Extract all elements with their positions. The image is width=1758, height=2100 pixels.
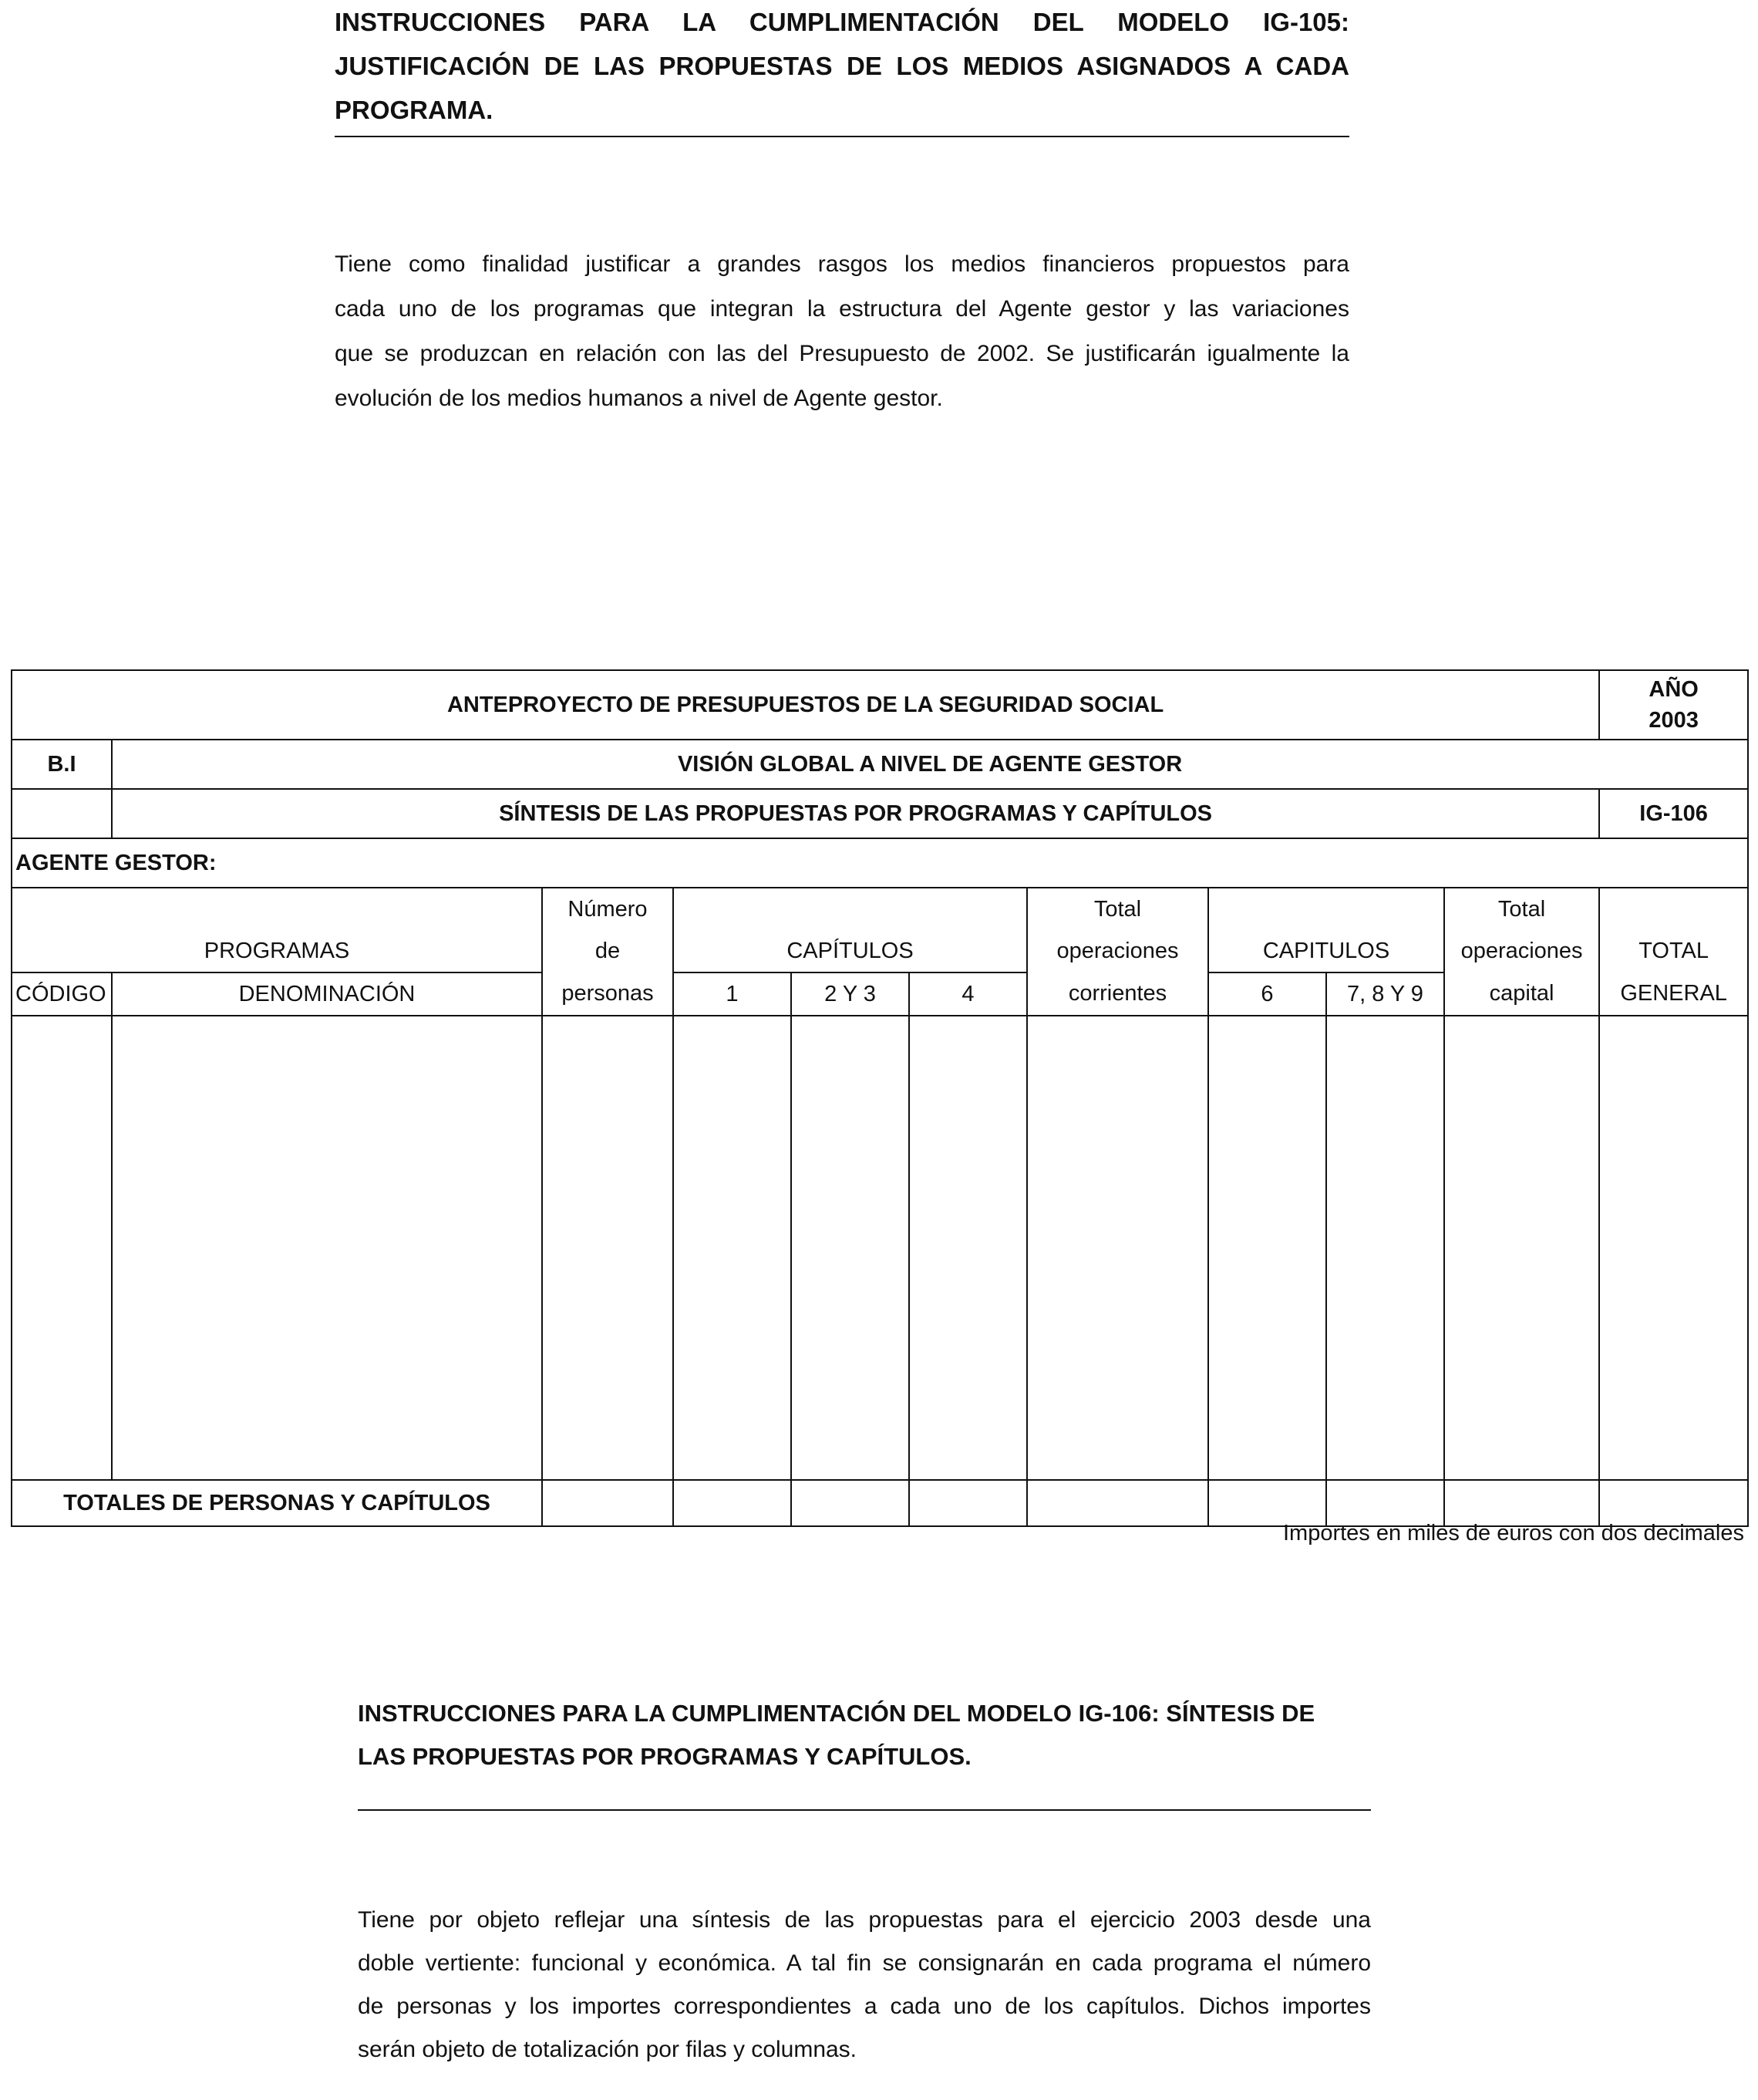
entry-cap-4[interactable] xyxy=(909,1016,1027,1480)
total-cap-1[interactable] xyxy=(673,1480,791,1526)
ig105-paragraph xyxy=(335,242,1349,421)
ig105-heading xyxy=(335,0,1349,132)
ig105-paragraph-line-3: que se produzcan en relación con las del Presupuesto de 2002. Se justificarán igualmente la xyxy=(335,341,1349,366)
ig106-form xyxy=(11,669,1747,1519)
entry-denominacion[interactable] xyxy=(112,1016,542,1480)
header-corrientes: corrientes xyxy=(1027,972,1208,1016)
ig106-heading-rule xyxy=(358,1809,1371,1811)
header-total-general-top xyxy=(1599,888,1748,930)
entry-capital[interactable] xyxy=(1444,1016,1599,1480)
ig105-paragraph-line-4: evolución de los medios humanos a nivel de Agente gestor. xyxy=(335,386,943,411)
header-programas: PROGRAMAS xyxy=(12,930,542,972)
agent-label: AGENTE GESTOR: xyxy=(12,838,1748,888)
form-synthesis: SÍNTESIS DE LAS PROPUESTAS POR PROGRAMAS Y CAPÍTULOS xyxy=(112,789,1599,838)
year-cell xyxy=(1599,670,1748,740)
total-corrientes[interactable] xyxy=(1027,1480,1208,1526)
ig105-heading-rule xyxy=(335,136,1349,137)
total-cap-2y3[interactable] xyxy=(791,1480,909,1526)
total-personas[interactable] xyxy=(542,1480,673,1526)
ig106-paragraph-line-3: de personas y los importes correspondientes a cada uno de los capítulos. Dichos importes xyxy=(358,1994,1371,2019)
header-personas: personas xyxy=(542,972,673,1016)
year-value: 2003 xyxy=(1649,708,1699,733)
entry-cap-2y3[interactable] xyxy=(791,1016,909,1480)
model-code: IG-106 xyxy=(1599,789,1748,838)
ig106-heading-line-1: INSTRUCCIONES PARA LA CUMPLIMENTACIÓN DEL MODELO IG-106: SÍNTESIS DE xyxy=(358,1700,1315,1727)
header-de: de xyxy=(542,930,673,972)
header-total2: Total xyxy=(1444,888,1599,930)
header-cap-2y3: 2 Y 3 xyxy=(791,972,909,1016)
synthesis-blank xyxy=(12,789,112,838)
header-cap-1: 1 xyxy=(673,972,791,1016)
header-capitulos1: CAPÍTULOS xyxy=(673,930,1027,972)
entry-personas[interactable] xyxy=(542,1016,673,1480)
header-numero: Número xyxy=(542,888,673,930)
ig106-paragraph xyxy=(358,1899,1371,2071)
entry-total-general[interactable] xyxy=(1599,1016,1748,1480)
header-operaciones: operaciones xyxy=(1027,930,1208,972)
entry-cap-6[interactable] xyxy=(1208,1016,1326,1480)
ig105-heading-line-1: INSTRUCCIONES PARA LA CUMPLIMENTACIÓN DEL MODELO IG-105: xyxy=(335,8,1349,36)
totals-label: TOTALES DE PERSONAS Y CAPÍTULOS xyxy=(12,1480,542,1526)
ig105-heading-line-3: PROGRAMA. xyxy=(335,96,493,124)
ig106-heading-line-2: LAS PROPUESTAS POR PROGRAMAS Y CAPÍTULOS. xyxy=(358,1743,972,1770)
ig105-paragraph-line-2: cada uno de los programas que integran la estructura del Agente gestor y las variaciones xyxy=(335,296,1349,322)
form-title: ANTEPROYECTO DE PRESUPUESTOS DE LA SEGURIDAD SOCIAL xyxy=(12,670,1599,740)
header-programas-top xyxy=(12,888,542,930)
header-cap-4: 4 xyxy=(909,972,1027,1016)
ig106-paragraph-line-2: doble vertiente: funcional y económica. A tal fin se consignarán en cada programa el número xyxy=(358,1950,1371,1976)
entry-codigo[interactable] xyxy=(12,1016,112,1480)
ig105-paragraph-line-1: Tiene como finalidad justificar a grandes rasgos los medios financieros propuestos para xyxy=(335,251,1349,277)
entry-corrientes[interactable] xyxy=(1027,1016,1208,1480)
header-codigo: CÓDIGO xyxy=(12,972,112,1016)
header-capitulos1-top xyxy=(673,888,1027,930)
ig106-paragraph-line-4: serán objeto de totalización por filas y columnas. xyxy=(358,2037,857,2062)
ig106-paragraph-line-1: Tiene por objeto reflejar una síntesis de las propuestas para el ejercicio 2003 desde una xyxy=(358,1907,1371,1933)
total-cap-6[interactable] xyxy=(1208,1480,1326,1526)
ig105-heading-line-2: JUSTIFICACIÓN DE LAS PROPUESTAS DE LOS MEDIOS ASIGNADOS A CADA xyxy=(335,52,1349,80)
total-capital[interactable] xyxy=(1444,1480,1599,1526)
header-capitulos2: CAPITULOS xyxy=(1208,930,1444,972)
entry-cap-1[interactable] xyxy=(673,1016,791,1480)
form-subtitle: VISIÓN GLOBAL A NIVEL DE AGENTE GESTOR xyxy=(112,740,1748,789)
total-cap-789[interactable] xyxy=(1326,1480,1444,1526)
header-capital: capital xyxy=(1444,972,1599,1016)
header-total-general-2: GENERAL xyxy=(1599,972,1748,1016)
header-denominacion: DENOMINACIÓN xyxy=(112,972,542,1016)
header-total: Total xyxy=(1027,888,1208,930)
header-total-general-1: TOTAL xyxy=(1599,930,1748,972)
amounts-footnote: Importes en miles de euros con dos decimales xyxy=(1282,1521,1744,1546)
total-general[interactable] xyxy=(1599,1480,1748,1526)
year-label: AÑO xyxy=(1649,677,1699,702)
ig106-heading xyxy=(358,1692,1371,1778)
section-code: B.I xyxy=(12,740,112,789)
header-capitulos2-top xyxy=(1208,888,1444,930)
header-operaciones2: operaciones xyxy=(1444,930,1599,972)
total-cap-4[interactable] xyxy=(909,1480,1027,1526)
entry-cap-789[interactable] xyxy=(1326,1016,1444,1480)
ig106-table xyxy=(11,669,1749,1527)
header-cap-789: 7, 8 Y 9 xyxy=(1326,972,1444,1016)
header-cap-6: 6 xyxy=(1208,972,1326,1016)
